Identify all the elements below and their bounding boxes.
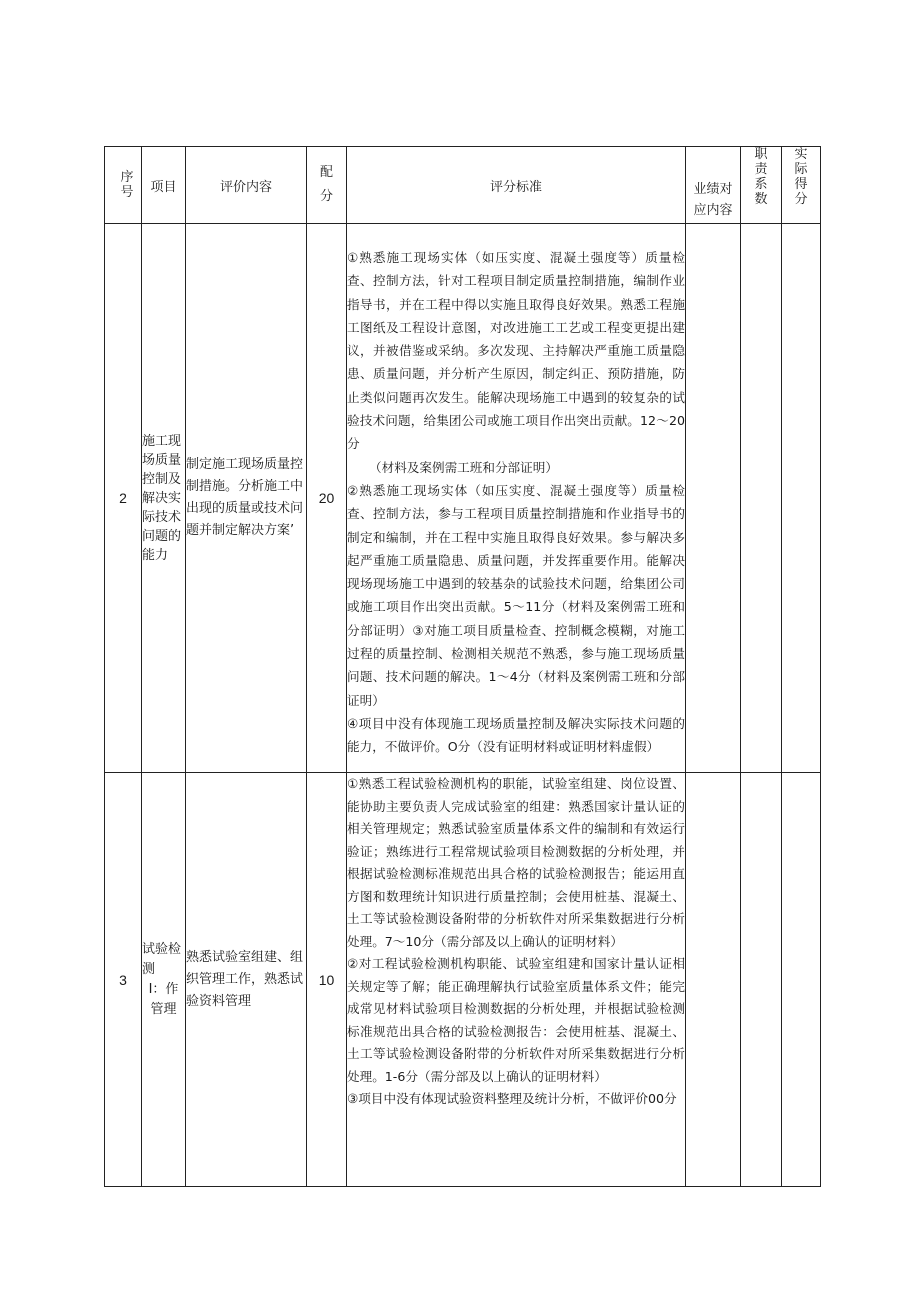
project-line: 试验检测: [142, 941, 182, 977]
project-line: I：作: [148, 981, 179, 997]
header-actual: 实际得分: [782, 147, 821, 224]
table-row: [105, 224, 821, 773]
criteria-item: （材料及案例需工班和分部证明）: [369, 459, 558, 475]
criteria-item: ③项目中没有体现试验资料整理及统计分析，不做评价00分: [347, 1091, 677, 1106]
row-performance: [686, 224, 741, 773]
row-criteria: [347, 773, 686, 1187]
row-coefficient: [741, 773, 782, 1187]
row-project: 施工现场质量控制及解决实际技术问题的能力: [142, 224, 186, 773]
row-content: 制定施工现场质量控制措施。分析施工中出现的质量或技术问题并制定解决方案’: [186, 224, 307, 773]
row-seq: 2: [105, 224, 142, 773]
row-project: [142, 773, 186, 1187]
row-performance: [686, 773, 741, 1187]
table-row: [105, 773, 821, 1187]
criteria-item: ①熟悉施工现场实体（如压实度、混凝土强度等）质量检查、控制方法，针对工程项目制定质量控制措施，编制作业指导书，并在工程中得以实施且取得良好效果。熟悉工程施工图纸及工程设计意图，对改进施工工艺或工程变更提出建议，并被借鉴或采纳。多次发现、主持解决严重施工质量隐患、质量问题，并分析产生原因，制定纠正、预防措施，防止类似问题再次发生。能解决现场施工中遇到的较复杂的试验技术问题，给集团公司或施工项目作出突出贡献。12～20分: [347, 250, 685, 452]
criteria-item: ②对工程试验检测机构职能、试验室组建和国家计量认证相关规定等了解；能正确理解执行试验室质量体系文件；能完成常见材料试验项目检测数据的分析处理，并根据试验检测标准规范出具合格的试验检测报告：会使用桩基、混凝土、土工等试验检测设备附带的分析软件对所采集数据进行分析处理。1-6分（需分部及以上确认的证明材料）: [347, 956, 685, 1084]
criteria-item: ①熟悉工程试验检测机构的职能，试验室组建、岗位设置、能协助主要负责人完成试验室的组建：熟悉国家计量认证的相关管理规定；熟悉试验室质量体系文件的编制和有效运行验证；熟练进行工程常规试验项目检测数据的分析处理，并根据试验检测标准规范出具合格的试验检测报告；能运用直方图和数理统计知识进行质量控制；会使用桩基、混凝土、土工等试验检测设备附带的分析软件对所采集数据进行分析处理。7～10分（需分部及以上确认的证明材料）: [347, 776, 685, 949]
criteria-item: ②熟悉施工现场实体（如压实度、混凝土强度等）质量检查、控制方法，参与工程项目质量控制措施和作业指导书的制定和编制，并在工程中实施且取得良好效果。参与解决多起严重施工质量隐患、质量问题，并发挥重要作用。能解决现场现场施工中遇到的较基杂的试验技术问题，给集团公司或施工项目作出突出贡献。5～11分（材料及案例需工班和分部证明）③对施工项目质量检查、控制概念模糊，对施工过程的质量控制、检测相关规范不熟悉，参与施工现场质量问题、技术问题的解决。1～4分（材料及案例需工班和分部证明）: [347, 482, 685, 708]
header-seq: 序号: [105, 147, 142, 224]
project-line: 管理: [150, 1001, 177, 1017]
row-actual: [782, 224, 821, 773]
header-score: 配分: [307, 147, 347, 224]
row-actual: [782, 773, 821, 1187]
row-score: 20: [307, 224, 347, 773]
header-performance: 业绩对应内容: [686, 147, 741, 224]
criteria-item: ④项目中没有体现施工现场质量控制及解决实际技术问题的能力，不做评价。O分（没有证明材料或证明材料虚假）: [347, 715, 685, 755]
row-seq: 3: [105, 773, 142, 1187]
row-content: 熟悉试验室组建、组织管理工作，熟悉试验资料管理: [186, 773, 307, 1187]
header-coefficient: 职责系数: [741, 147, 782, 224]
header-row: [105, 147, 821, 224]
header-content: 评价内容: [186, 147, 307, 224]
row-coefficient: [741, 224, 782, 773]
evaluation-table: [104, 146, 821, 1187]
row-criteria: [347, 224, 686, 773]
row-score: 10: [307, 773, 347, 1187]
header-project: 项目: [142, 147, 186, 224]
header-criteria: 评分标准: [347, 147, 686, 224]
